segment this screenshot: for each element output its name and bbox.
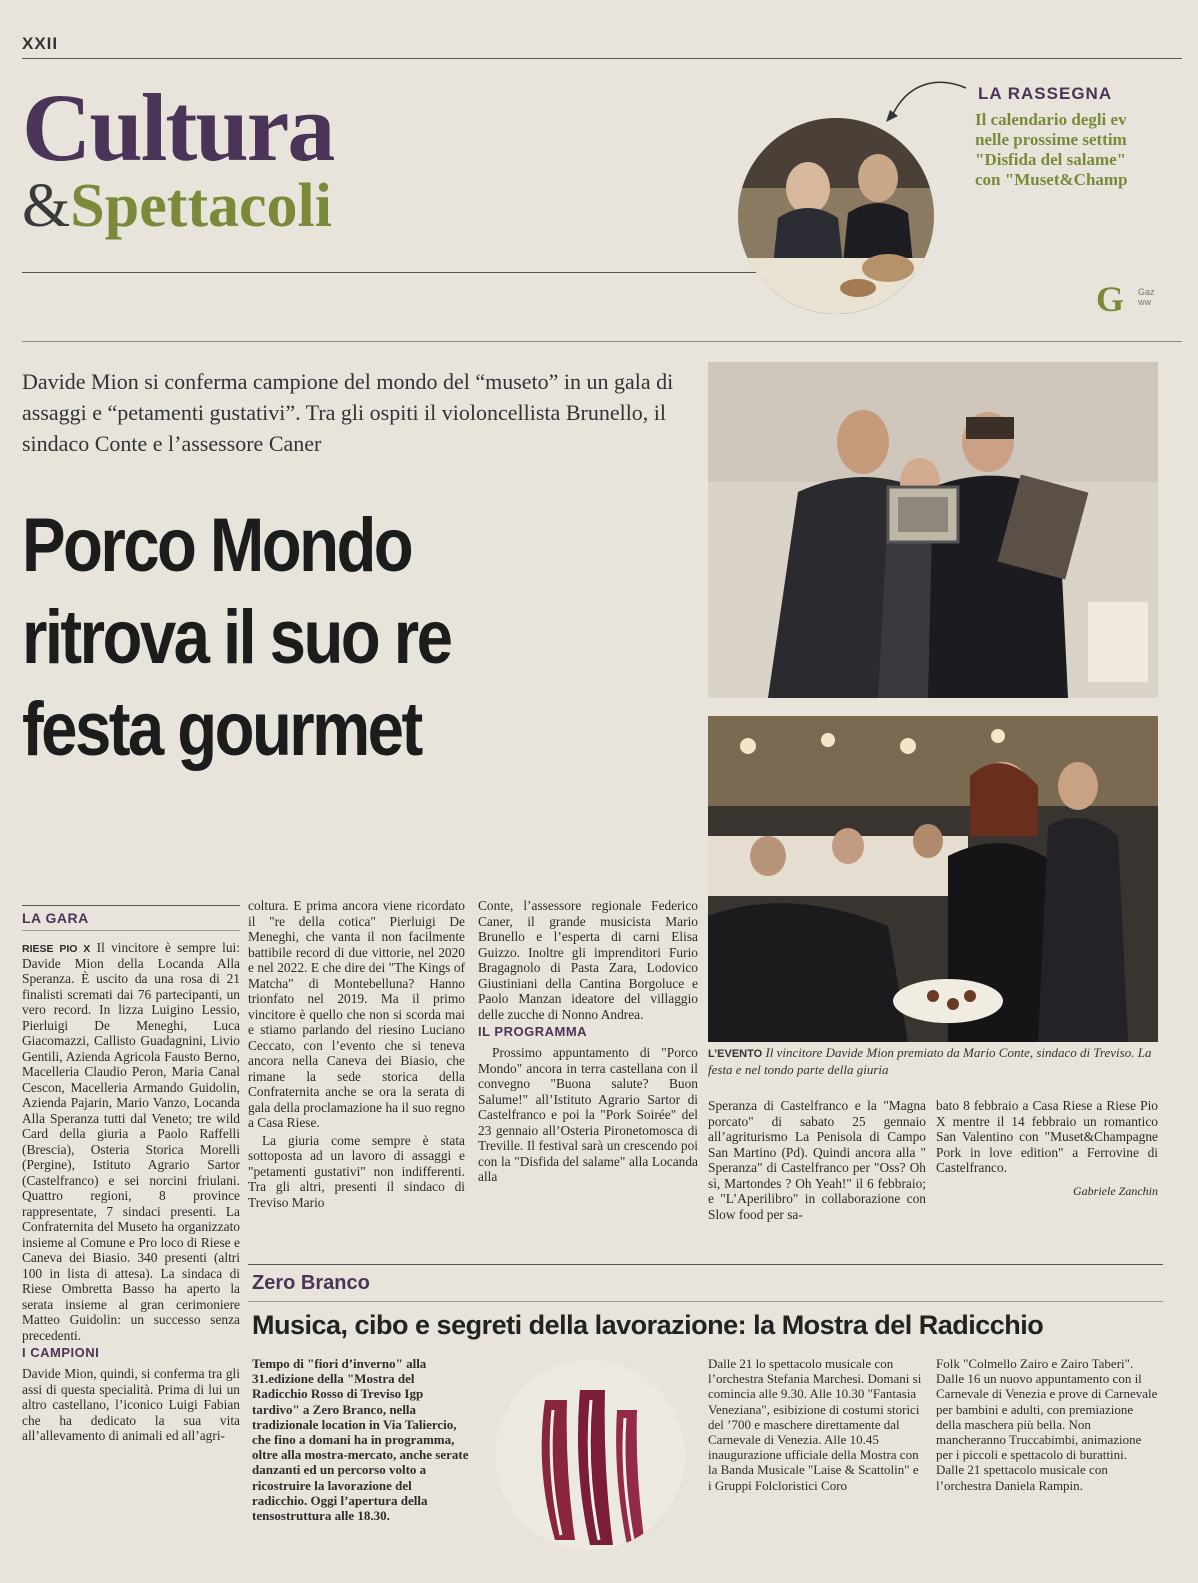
zb-column-1: Tempo di "fiori d’inverno" alla 31.edizione della "Mostra del Radicchio Rosso di Treviso Igp tardivo" a Zero Branco, nella tradizionale location in Via Taliercio, che fino a domani ha in programma, oltre alla mostra-mercato, anche serate danzanti ed un percorso volto a ricostruire la lavorazione del radicchio. Oggi l’apertura della tensostruttura alle 18.30. <box>252 1356 469 1524</box>
newspaper-logo-side <box>1138 287 1155 307</box>
column-rule <box>22 930 240 931</box>
zb-kicker: Zero Branco <box>252 1272 370 1294</box>
body-text: Davide Mion, quindi, si conferma tra gli assi di questa specialità. Prima di lui un altro castellano, l’iconico Luigi Fabian che ha dedicato la sua vita all’allevamento di animali ed all’agri- <box>22 1366 240 1443</box>
section-title: Cultura <box>22 74 334 181</box>
rassegna-line: con "Muset&Champ <box>975 170 1128 189</box>
box-rule <box>248 1301 1163 1302</box>
body-text: Prossimo appuntamento di "Porco Mondo" ancora in terra castellana con il convegno "Buona salute? Buon Salume!" all’Istituto Agrario Sartor di Castelfranco e poi la "Pork Soirée" del 23 gennaio all’Osteria Pironetomosca di Treville. Il festival sarà un crescendo poi con la "Disfida del salame" alla Locanda alla <box>478 1045 698 1184</box>
article-column-1 <box>22 940 240 1446</box>
section-subtitle <box>22 172 332 240</box>
logo-text: ww <box>1138 297 1151 307</box>
body-text: Speranza di Castelfranco e la "Magna porcato" di sabato 25 gennaio all’agriturismo La Penisola di Campo San Martino (Pd). Quindi ancora alla " Speranza" di Castelfranco per "Oss? Oh sì, Martondes ? Oh Yeah!" il 6 febbraio; e "L’Aperilibro" in collaborazione con Slow food per sa- <box>708 1098 926 1222</box>
body-text: La giuria come sempre è stata sottoposta ad un lavoro di assaggi e "petamenti gustativi" non indifferenti. Tra gli altri, presenti il sindaco di Treviso Mario <box>248 1132 465 1210</box>
article-column-3 <box>478 898 698 1187</box>
headline-line: festa gourmet <box>22 687 421 772</box>
rassegna-line: Il calendario degli ev <box>975 110 1127 129</box>
zb-column-2: Dalle 21 lo spettacolo musicale con l’orchestra Stefania Marchesi. Domani si comincia alle 9.30. Alle 10.30 "Fantasia Veneziana", esibizione di costumi storici del ’700 e maschere direttamente dal Carnevale di Venezia. Alle 10.45 inaugurazione ufficiale della Mostra con la Banda Musicale "Laise & Scattolin" e i Gruppi Folcloristici Coro <box>708 1356 922 1493</box>
body-text: Il vincitore è sempre lui: Davide Mion della Locanda Alla Speranza. È uscito da una rosa di 21 finalisti scremati dai 76 partecipanti, un vero record. In lizza Luigino Lessio, Pierluigi De Meneghi, Luca Giacomazzi, Callisto Guadagnini, Livio Gentili, Azienda Agricola Fausto Berno, Macelleria Claudio Peron, Maria Canal Cescon, Macelleria Armando Guidolin, Azienda Pajarin, Mario Vanzo, Locanda Alla Speranza tutti dal Veneto; tre wild Card della giuria a Paolo Raffelli (Brescia), Osteria Storica Morelli (Pergine), Istituto Agrario Sartor (Castelfranco) e sei norcini friulani. Quattro regioni, 8 province rappresentate, 7 sindaci presenti. La Confraternita del Museto ha organizzato insieme al Comune e Pro loco di Riese e Caneva dei Biasio. 340 presenti (altri 100 in lista di attesa). La sindaca di Riese Ombretta Basso ha aperto la serata insieme al gran cerimoniere Matteo Guidolin: un successo senza precedenti. <box>22 940 240 1343</box>
header-rule <box>22 272 762 273</box>
kicker-programma: IL PROGRAMMA <box>478 1024 588 1039</box>
caption-text: Il vincitore Davide Mion premiato da Mario Conte, sindaco di Treviso. La festa e nel tondo parte della giuria <box>708 1045 1152 1077</box>
article-summary: Davide Mion si conferma campione del mondo del “museto” in un gala di assaggi e “petamenti gustativi”. Tra gli ospiti il violoncellista Brunello, il sindaco Conte e l’assessore Caner <box>22 369 674 456</box>
author-signature: Gabriele Zanchin <box>1073 1183 1158 1198</box>
crowd-photo <box>708 716 1158 1042</box>
jury-round-photo <box>738 118 934 314</box>
body-text: coltura. E prima ancora viene ricordato il "re della cotica" Pierluigi De Meneghi, che vanta il non facilmente battibile record di due vittorie, nel 2020 e nel 2022. E che dire dei "The Kings of Matcha" di Montebelluna? Hanno trionfato nel 2019. Ma il primo vincitore è quello che non si scorda mai e stiamo parlando del riesino Luciano Ceccato, con l’evento che si teneva ancora nella Caneva dei Biasio, che rimane la sede storica della Confraternita anche se ora la serata di gala della proclamazione ha il suo regno a Casa Riese. <box>248 898 465 1130</box>
column-rule <box>22 905 240 906</box>
article-column-4 <box>708 1098 926 1224</box>
logo-text: Gaz <box>1138 287 1155 297</box>
rassegna-text <box>975 110 1190 190</box>
page-number: XXII <box>22 34 59 53</box>
article-headline <box>22 500 624 776</box>
section-subtitle-text: Spettacoli <box>70 172 332 240</box>
headline-line: ritrova il suo re <box>22 595 451 680</box>
body-text: Conte, l’assessore regionale Federico Caner, il grande musicista Mario Brunello e l’esperta di carni Elisa Guizzo. Inoltre gli imprenditori Furio Bragagnolo di Pasta Zara, Lodovico Giustiniani della Cantina Borgoluce e Paolo Manzan ideatore del villaggio delle zucche di Nonno Andrea. <box>478 898 698 1022</box>
box-rule <box>248 1264 1163 1265</box>
photo-caption <box>708 1045 1153 1078</box>
rassegna-line: nelle prossime settim <box>975 130 1127 149</box>
top-rule <box>22 58 1182 59</box>
zb-headline: Musica, cibo e segreti della lavorazione: la Mostra del Radicchio <box>252 1310 1044 1340</box>
caption-lead: L’EVENTO <box>708 1048 763 1060</box>
arrow-icon <box>878 76 968 126</box>
rassegna-line: "Disfida del salame" <box>975 150 1127 169</box>
article-column-2 <box>248 898 465 1212</box>
newspaper-logo: G <box>1096 279 1125 319</box>
kicker-la-gara: LA GARA <box>22 910 89 926</box>
body-text: bato 8 febbraio a Casa Riese a Riese Pio X mentre il 14 febbraio un romantico San Valentino con "Muset&Champagne Pork in love edition" a Ferrovine di Castelfranco. <box>936 1098 1158 1175</box>
dateline: RIESE PIO X <box>22 943 91 955</box>
headline-line: Porco Mondo <box>22 503 412 588</box>
winner-photo <box>708 362 1158 698</box>
radicchio-photo <box>495 1360 685 1550</box>
zb-column-3: Folk "Colmello Zairo e Zairo Taberi". Dalle 16 un nuovo appuntamento con il Carnevale di Venezia e prove di Carnevale per bambini e adulti, con premiazione della maschera più bella. Non mancheranno Truccabimbi, animazione per i piccoli e spettacolo di burattini. Dalle 21 spettacolo musicale con l’orchestra Daniela Rampin. <box>936 1356 1158 1493</box>
section-amp: & <box>22 172 71 240</box>
article-column-5 <box>936 1098 1158 1199</box>
kicker-campioni: I CAMPIONI <box>22 1345 100 1360</box>
rassegna-kicker: LA RASSEGNA <box>978 84 1113 103</box>
header-rule-2 <box>22 341 1182 342</box>
